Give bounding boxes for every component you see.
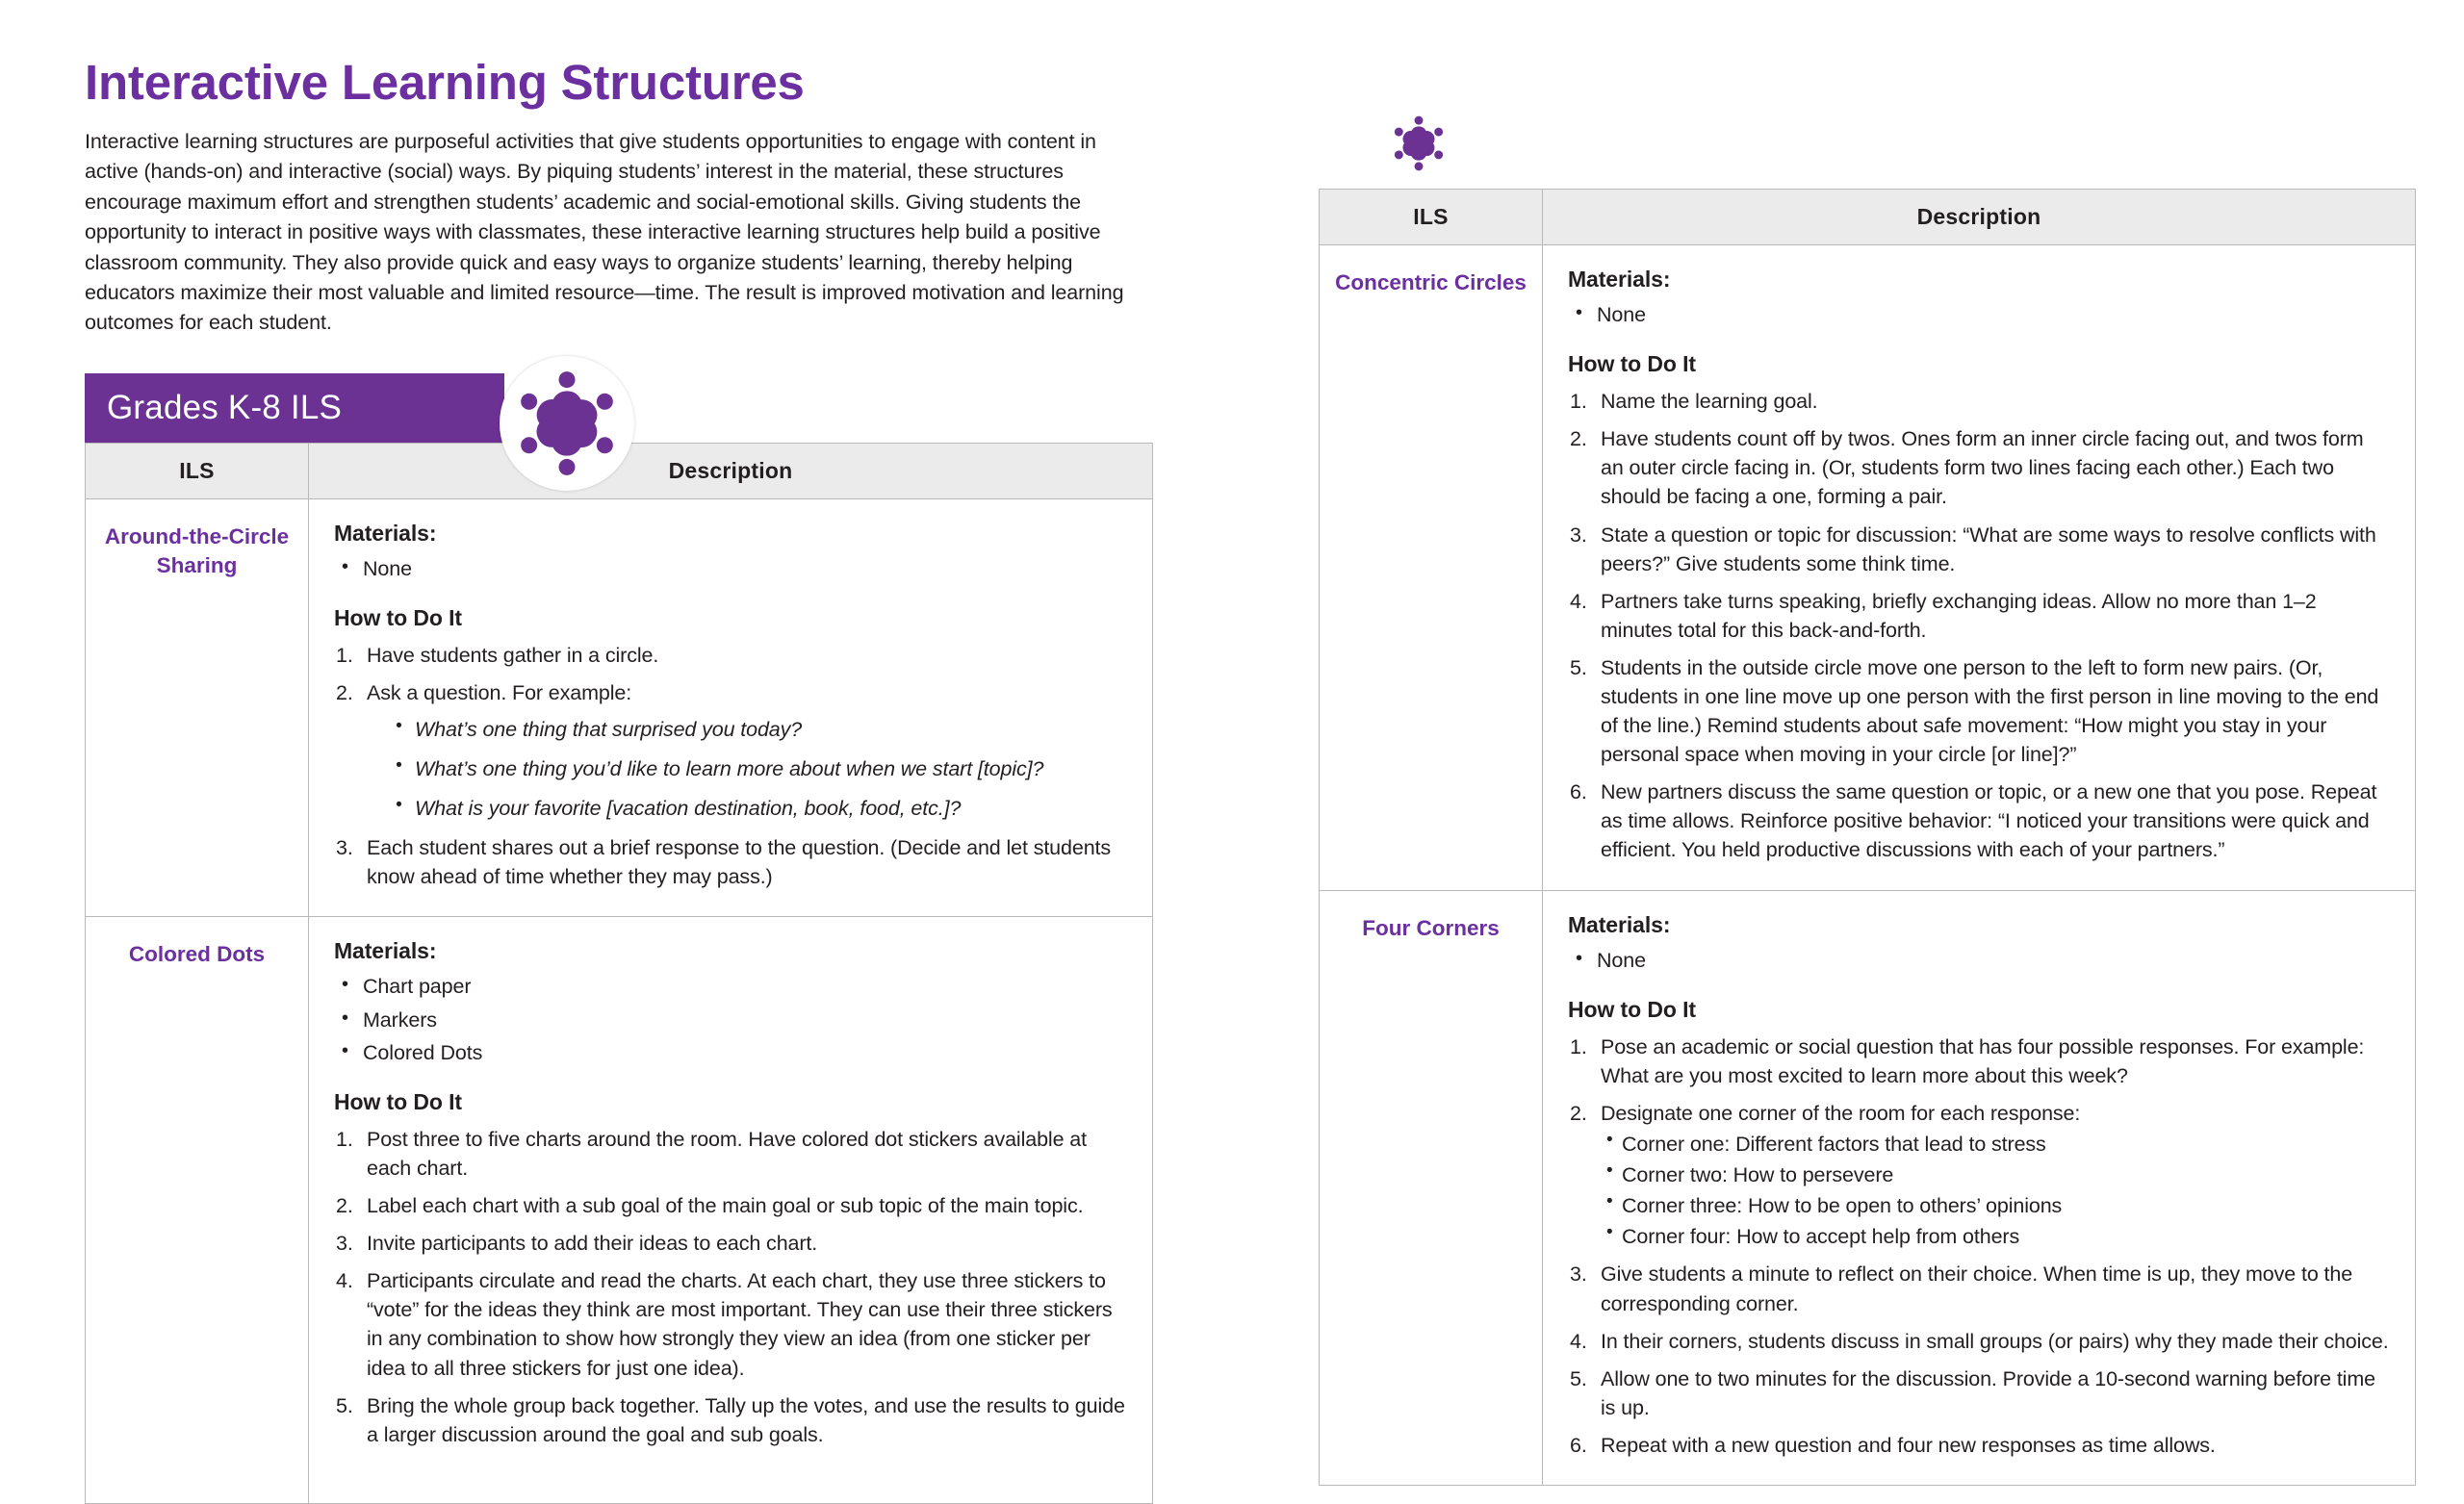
list-item: Post three to five charts around the room. Have colored dot stickers available at each chart. bbox=[367, 1127, 1087, 1181]
list-item: Bring the whole group back together. Tally up the votes, and use the results to guide a larger discussion around the goal and sub goals. bbox=[367, 1393, 1125, 1446]
materials-list bbox=[1568, 300, 2390, 330]
list-item: • Corner one: Different factors that lead to stress bbox=[1601, 1130, 2390, 1159]
ils-name: Around-the-Circle Sharing bbox=[86, 499, 309, 917]
table-row bbox=[1320, 890, 2416, 1485]
grades-banner-label: Grades K-8 ILS bbox=[107, 389, 343, 426]
list-item: • What’s one thing you’d like to learn more about when we start [topic]? bbox=[367, 754, 1127, 784]
grades-banner bbox=[85, 373, 504, 443]
how-to-label: How to Do It bbox=[334, 605, 462, 631]
list-item: Invite participants to add their ideas to each chart. bbox=[367, 1232, 818, 1256]
step-text: Each student shares out a brief response to the question. (Decide and let students know ahead of time whether they may pass.) bbox=[367, 836, 1112, 889]
intro-paragraph: Interactive learning structures are purposeful activities that give students opportunities to engage with content in active (hands-on) and interactive (social) ways. By piquing students’ interest in the material, these structures encourage maximum effort and strengthen students’ academic and social-emotional skills. Giving students the opportunity to interact in positive ways with classmates, these interactive learning structures help build a positive classroom community. They also provide quick and easy ways to organize students’ learning, thereby helping educators maximize their most valuable and limited resource—time. The result is improved motivation and learning outcomes for each student. bbox=[85, 130, 1124, 335]
list-item bbox=[1568, 1032, 2390, 1090]
how-to-label: How to Do It bbox=[334, 1088, 462, 1114]
how-to-label: How to Do It bbox=[1568, 996, 1696, 1022]
how-to-label: How to Do It bbox=[1568, 351, 1696, 377]
left-column bbox=[85, 56, 1153, 339]
list-item: • None bbox=[334, 554, 1127, 584]
list-item: Repeat with a new question and four new responses as time allows. bbox=[1601, 1433, 2216, 1457]
materials-label: Materials: bbox=[1568, 267, 1671, 292]
column-header-ils: ILS bbox=[1320, 190, 1543, 245]
ils-table-left bbox=[85, 443, 1153, 1504]
ils-table-right bbox=[1319, 189, 2416, 1486]
ils-description bbox=[309, 917, 1153, 1503]
list-item: • Corner four: How to accept help from others bbox=[1601, 1222, 2390, 1251]
list-item: Participants circulate and read the charts. At each chart, they use three stickers to “vote” for the ideas they think are most important. They can use their three stickers in any combination to show how strongly they view an idea (from one sticker per idea to all three stickers for just one idea). bbox=[367, 1269, 1113, 1380]
list-item: Students in the outside circle move one person to the left to form new pairs. (Or, students in one line move up one person with the first person in line moving to the end of the line.) Remind students about safe movement: “How might you stay in your personal space when moving in your circle [or line]?” bbox=[1601, 655, 2379, 767]
column-header-ils: ILS bbox=[86, 444, 309, 499]
list-item: • Colored Dots bbox=[334, 1038, 1127, 1068]
materials-list bbox=[1568, 946, 2390, 976]
list-item: • Corner two: How to persevere bbox=[1601, 1160, 2390, 1189]
list-item bbox=[334, 641, 1127, 670]
materials-label: Materials: bbox=[1568, 911, 1671, 937]
list-item: New partners discuss the same question or topic, or a new one that you pose. Repeat as time allows. Reinforce positive behavior: “I noticed your transitions were quick and efficient. You held productive discussions with each of your partners.” bbox=[1601, 780, 2377, 862]
table-row bbox=[86, 917, 1153, 1503]
step-text: Pose an academic or social question that has four possible responses. For example: What are you most excited to learn more about this week? bbox=[1601, 1034, 2365, 1087]
steps-list bbox=[1568, 1032, 2390, 1460]
materials-label: Materials: bbox=[334, 938, 437, 964]
list-item: • Markers bbox=[334, 1006, 1127, 1035]
steps-list bbox=[334, 1125, 1127, 1449]
column-header-description: Description bbox=[309, 444, 1153, 499]
materials-list bbox=[334, 554, 1127, 584]
table-row bbox=[86, 499, 1153, 917]
materials-label: Materials: bbox=[334, 521, 437, 546]
six-figures-circle-logo-icon bbox=[500, 356, 634, 491]
step-text: Designate one corner of the room for each response: bbox=[1601, 1101, 2081, 1125]
table-header-row bbox=[1320, 190, 2416, 245]
ils-description bbox=[1543, 890, 2416, 1485]
list-item: Allow one to two minutes for the discussion. Provide a 10-second warning before time is up. bbox=[1601, 1366, 2375, 1419]
ils-description bbox=[1543, 245, 2416, 891]
list-item: • None bbox=[1568, 946, 2390, 976]
list-item: State a question or topic for discussion: “What are some ways to resolve conflicts with peers?” Give students some think time. bbox=[1601, 523, 2376, 575]
list-item: • None bbox=[1568, 300, 2390, 330]
list-item: • Corner three: How to be open to others’ opinions bbox=[1601, 1191, 2390, 1220]
list-item bbox=[334, 833, 1127, 891]
list-item: • What is your favorite [vacation destination, book, food, etc.]? bbox=[367, 794, 1127, 824]
list-item: • What’s one thing that surprised you today? bbox=[367, 715, 1127, 745]
steps-list bbox=[334, 641, 1127, 891]
step-text: Have students gather in a circle. bbox=[367, 644, 659, 668]
column-header-description: Description bbox=[1543, 190, 2416, 245]
list-item: Label each chart with a sub goal of the main goal or sub topic of the main topic. bbox=[367, 1194, 1084, 1218]
list-item bbox=[334, 678, 1127, 824]
list-item bbox=[1568, 1099, 2390, 1251]
step-text: Ask a question. For example: bbox=[367, 681, 632, 705]
list-item: In their corners, students discuss in small groups (or pairs) why they made their choice. bbox=[1601, 1329, 2389, 1353]
page-title: Interactive Learning Structures bbox=[85, 55, 805, 110]
list-item: Have students count off by twos. Ones form an inner circle facing out, and twos form an outer circle facing in. (Or, students form two lines facing each other.) Each two should be facing a one, forming a pair. bbox=[1601, 427, 2364, 509]
list-item: Give students a minute to reflect on their choice. When time is up, they move to the corresponding corner. bbox=[1601, 1262, 2353, 1315]
sub-list bbox=[367, 715, 1127, 824]
materials-list bbox=[334, 972, 1127, 1068]
sub-list bbox=[1601, 1130, 2390, 1251]
list-item: Name the learning goal. bbox=[1601, 390, 1818, 414]
ils-name: Concentric Circles bbox=[1320, 245, 1543, 891]
list-item: Partners take turns speaking, briefly exchanging ideas. Allow no more than 1–2 minutes total for this back-and-forth. bbox=[1601, 589, 2317, 642]
table-row bbox=[1320, 245, 2416, 891]
ils-description bbox=[309, 499, 1153, 917]
six-figures-logo-icon bbox=[1389, 114, 1449, 173]
list-item: • Chart paper bbox=[334, 972, 1127, 1002]
ils-name: Four Corners bbox=[1320, 890, 1543, 1485]
ils-name: Colored Dots bbox=[86, 917, 309, 1503]
steps-list bbox=[1568, 387, 2390, 864]
